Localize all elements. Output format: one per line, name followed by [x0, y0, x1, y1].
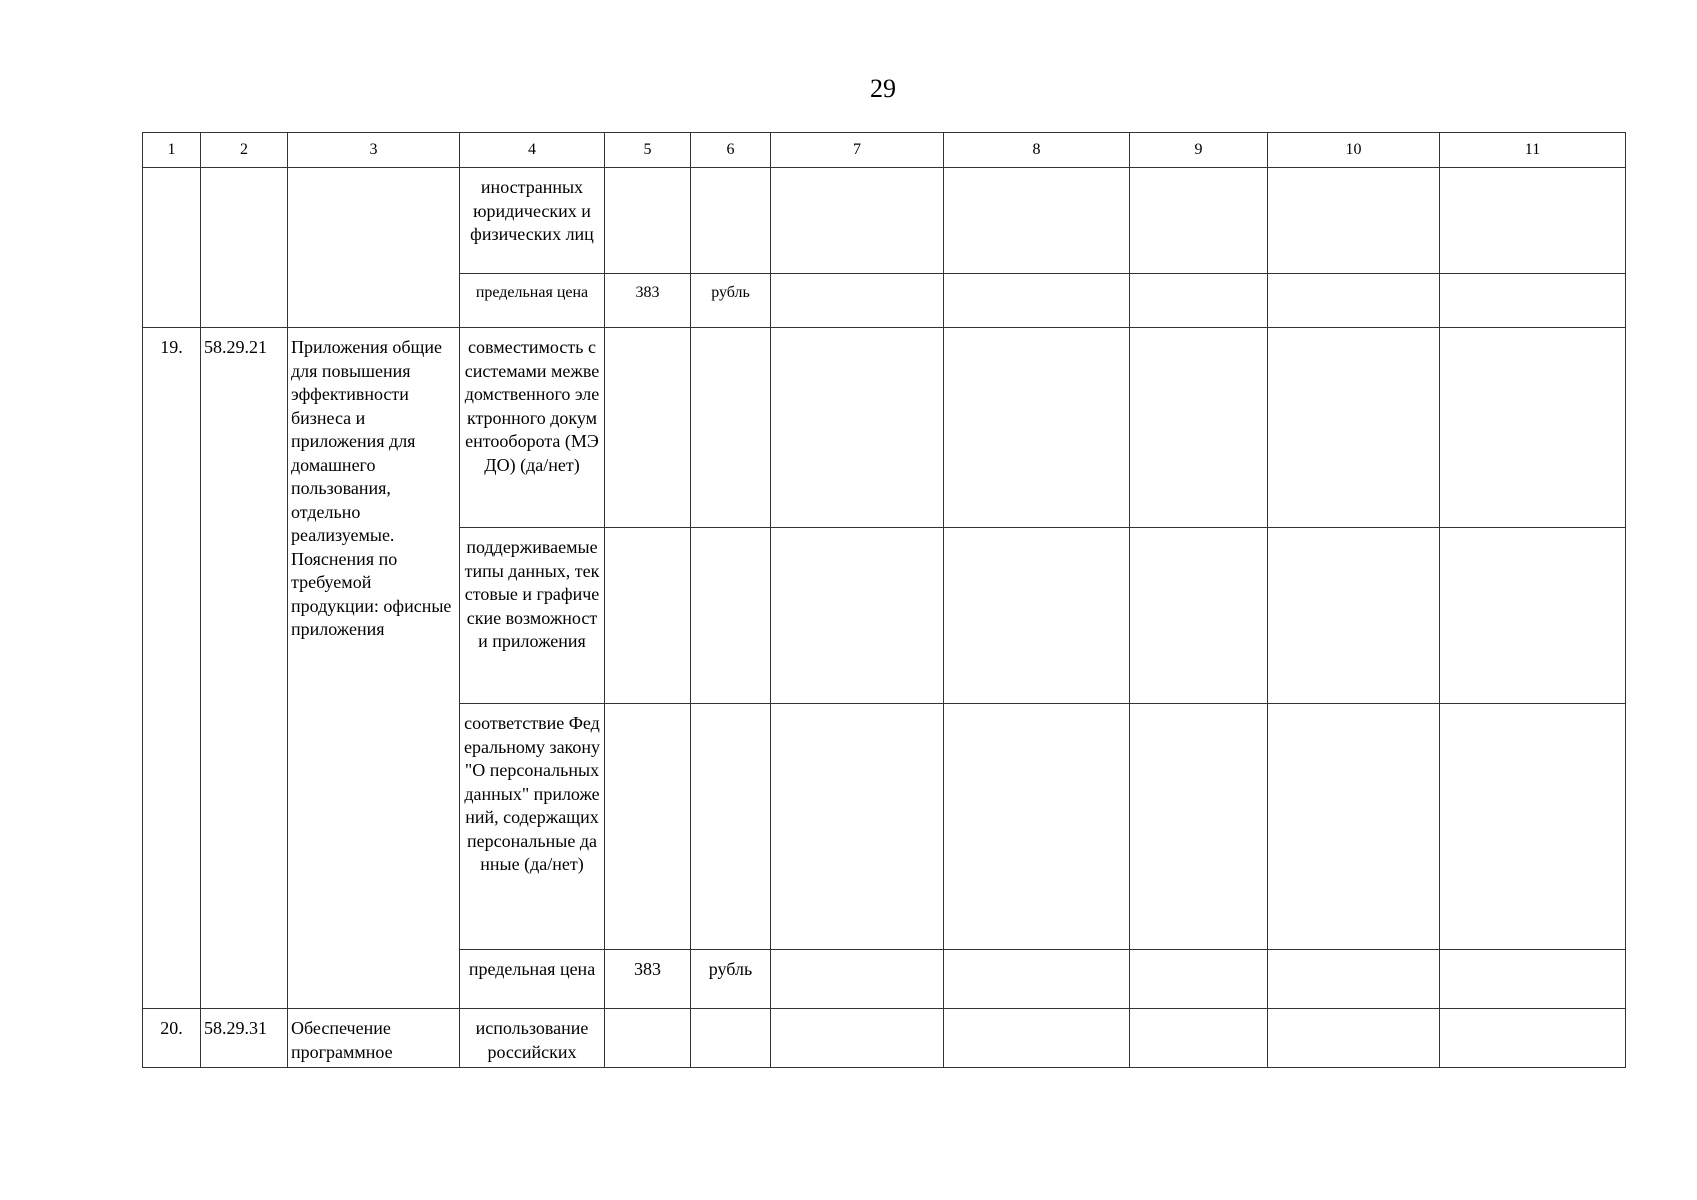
cell-empty — [944, 704, 1130, 950]
cell-empty — [1130, 168, 1268, 274]
cell-empty — [143, 168, 201, 328]
product-name-cell: Приложения общие для повышения эффективности бизнеса и приложения для домашнего пользования, отдельно реализуемые. Пояснения по требуемой продукции: офисные приложения — [288, 328, 460, 1009]
cell-empty — [1130, 704, 1268, 950]
cell-empty — [771, 950, 944, 1009]
row-number-cell: 19. — [143, 328, 201, 1009]
characteristic-cell: поддерживаемые типы данных, текстовые и графические возможности приложения — [460, 528, 605, 704]
cell-empty — [1268, 168, 1440, 274]
cell-empty — [1130, 328, 1268, 528]
page-number: 29 — [870, 74, 896, 103]
cell-empty — [1440, 950, 1626, 1009]
cell-empty — [1440, 328, 1626, 528]
cell-empty — [944, 950, 1130, 1009]
cell-empty — [691, 704, 771, 950]
unit-cell: рубль — [691, 950, 771, 1009]
cell-empty — [944, 328, 1130, 528]
cell-empty — [1440, 274, 1626, 328]
cell-empty — [771, 274, 944, 328]
product-name-cell: Обеспечение программное — [288, 1009, 460, 1068]
requirements-table — [142, 132, 1626, 1068]
cell-empty — [944, 1009, 1130, 1068]
cell-empty — [691, 328, 771, 528]
column-header: 6 — [691, 133, 771, 168]
cell-empty — [605, 328, 691, 528]
cell-empty — [771, 328, 944, 528]
column-header: 4 — [460, 133, 605, 168]
column-header: 5 — [605, 133, 691, 168]
cell-empty — [771, 168, 944, 274]
table-header-row — [143, 133, 1626, 168]
cell-empty — [1268, 704, 1440, 950]
cell-empty — [1440, 1009, 1626, 1068]
cell-empty — [1268, 328, 1440, 528]
cell-empty — [771, 1009, 944, 1068]
cell-empty — [605, 528, 691, 704]
characteristic-cell: использование российских — [460, 1009, 605, 1068]
column-header: 7 — [771, 133, 944, 168]
cell-empty — [1130, 1009, 1268, 1068]
cell-empty — [691, 1009, 771, 1068]
cell-empty — [691, 528, 771, 704]
column-header: 11 — [1440, 133, 1626, 168]
okpd-code-cell: 58.29.31 — [201, 1009, 288, 1068]
column-header: 1 — [143, 133, 201, 168]
cell-empty — [1268, 950, 1440, 1009]
column-header: 2 — [201, 133, 288, 168]
okei-code-cell: 383 — [605, 274, 691, 328]
characteristic-cell: предельная цена — [460, 274, 605, 328]
cell-empty — [1130, 274, 1268, 328]
cell-empty — [1268, 274, 1440, 328]
cell-empty — [944, 274, 1130, 328]
okpd-code-cell: 58.29.21 — [201, 328, 288, 1009]
characteristic-cell: иностранных юридических и физических лиц — [460, 168, 605, 274]
cell-empty — [944, 528, 1130, 704]
column-header: 3 — [288, 133, 460, 168]
okei-code-cell: 383 — [605, 950, 691, 1009]
cell-empty — [288, 168, 460, 328]
cell-empty — [605, 1009, 691, 1068]
cell-empty — [1440, 168, 1626, 274]
column-header: 10 — [1268, 133, 1440, 168]
unit-cell: рубль — [691, 274, 771, 328]
cell-empty — [1440, 704, 1626, 950]
cell-empty — [1130, 950, 1268, 1009]
table-row — [143, 168, 1626, 274]
characteristic-cell: соответствие Федеральному закону "О персональных данных" приложений, содержащих персональные данные (да/нет) — [460, 704, 605, 950]
cell-empty — [1268, 1009, 1440, 1068]
cell-empty — [1440, 528, 1626, 704]
table-row — [143, 1009, 1626, 1068]
cell-empty — [605, 704, 691, 950]
cell-empty — [771, 528, 944, 704]
column-header: 9 — [1130, 133, 1268, 168]
cell-empty — [1268, 528, 1440, 704]
row-number-cell: 20. — [143, 1009, 201, 1068]
table-row — [143, 328, 1626, 528]
cell-empty — [771, 704, 944, 950]
characteristic-cell: совместимость с системами межведомственного электронного документооборота (МЭДО) (да/нет) — [460, 328, 605, 528]
column-header: 8 — [944, 133, 1130, 168]
cell-empty — [944, 168, 1130, 274]
cell-empty — [691, 168, 771, 274]
cell-empty — [1130, 528, 1268, 704]
characteristic-cell: предельная цена — [460, 950, 605, 1009]
cell-empty — [605, 168, 691, 274]
cell-empty — [201, 168, 288, 328]
